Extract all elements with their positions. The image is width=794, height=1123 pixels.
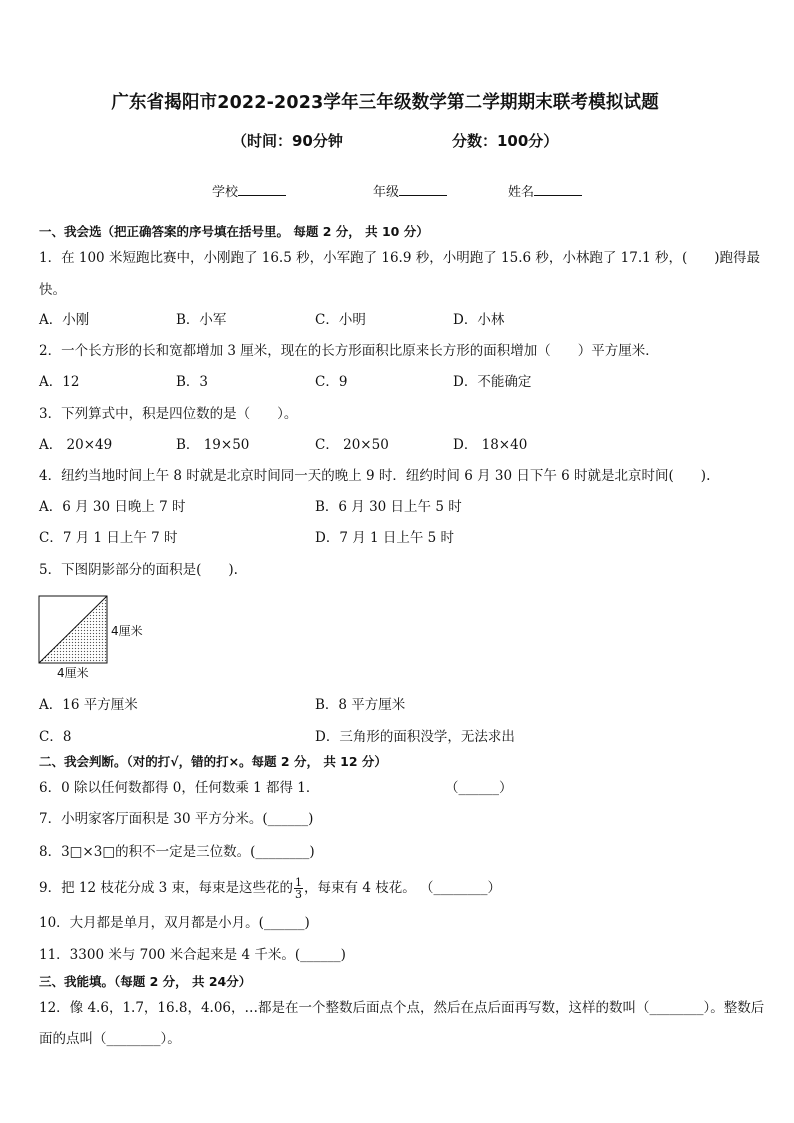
section-3-heading: 三、我能填。（每题 2 分， 共 24分）	[39, 974, 252, 989]
q4-option-b: B．6 月 30 日上午 5 时	[315, 499, 462, 515]
q12-text-line2: 面的点叫（________）。	[39, 1031, 181, 1047]
q4-option-d: D．7 月 1 日上午 5 时	[315, 530, 455, 546]
q2-text: 2．一个长方形的长和宽都增加 3 厘米，现在的长方形面积比原来长方形的面积增加（ ）平方厘米．	[39, 343, 659, 359]
q1-option-a: A．小刚	[39, 312, 90, 328]
q9-text-before: 9．把 12 枝花分成 3 束，每束是这些花的	[39, 880, 294, 896]
q9-text-after: ，每束有 4 枝花。 （________）	[304, 880, 501, 896]
name-field	[508, 181, 582, 200]
q2-option-b: B．3	[176, 374, 209, 390]
q6-text: 6．0 除以任何数都得 0，任何数乘 1 都得 1．	[39, 780, 320, 796]
q9-text	[39, 877, 501, 900]
q3-option-c: C． 20×50	[315, 437, 389, 453]
q3-text: 3．下列算式中，积是四位数的是（ ）。	[39, 406, 298, 422]
q5-figure	[38, 593, 158, 687]
q1-option-c: C．小明	[315, 312, 366, 328]
exam-title: 广东省揭阳市2022-2023学年三年级数学第二学期期末联考模拟试题	[111, 92, 659, 113]
q9-fraction-numerator: 1	[295, 876, 303, 889]
q9-fraction	[294, 877, 303, 900]
exam-time: （时间：90分钟	[232, 132, 343, 150]
q5-side-label: 4厘米	[111, 624, 143, 638]
section-2-heading: 二、我会判断。（对的打√，错的打×。每题 2 分， 共 12 分）	[39, 754, 387, 769]
grade-label: 年级	[373, 185, 400, 200]
school-label: 学校	[212, 185, 239, 200]
q1-text-line1: 1．在 100 米短跑比赛中，小刚跑了 16.5 秒，小军跑了 16.9 秒，小明跑了 15.6 秒，小林跑了 17.1 秒，( )跑得最	[39, 250, 761, 266]
q4-option-a: A．6 月 30 日晚上 7 时	[39, 499, 186, 515]
exam-score: 分数：100分）	[452, 132, 559, 150]
q12-text-line1: 12．像 4.6，1.7，16.8，4.06，…都是在一个整数后面点个点，然后在点后面再写数，这样的数叫（________）。整数后	[39, 1000, 765, 1016]
q5-option-b: B．8 平方厘米	[315, 697, 406, 713]
section-1-heading: 一、我会选（把正确答案的序号填在括号里。 每题 2 分， 共 10 分）	[39, 224, 429, 239]
q3-option-b: B． 19×50	[176, 437, 250, 453]
q1-text-line2: 快。	[39, 282, 66, 298]
q5-option-d: D．三角形的面积没学，无法求出	[315, 729, 515, 745]
q3-option-d: D． 18×40	[453, 437, 528, 453]
q5-bottom-label: 4厘米	[57, 666, 89, 680]
q2-option-c: C．9	[315, 374, 348, 390]
q10-text: 10．大月都是单月，双月都是小月。(______)	[39, 915, 310, 931]
q1-option-b: B．小军	[176, 312, 227, 328]
q1-option-d: D．小林	[453, 312, 505, 328]
school-field	[212, 181, 286, 200]
q2-option-d: D．不能确定	[453, 374, 532, 390]
name-label: 姓名	[508, 185, 535, 200]
q2-option-a: A．12	[39, 374, 80, 390]
q9-fraction-denominator: 3	[295, 888, 303, 901]
q5-option-a: A．16 平方厘米	[39, 697, 138, 713]
q7-text: 7．小明家客厅面积是 30 平方分米。(______)	[39, 811, 314, 827]
grade-blank	[399, 183, 447, 196]
name-blank	[534, 183, 582, 196]
q4-option-c: C．7 月 1 日上午 7 时	[39, 530, 178, 546]
q8-text: 8．3□×3□的积不一定是三位数。(________)	[39, 844, 315, 860]
q11-text: 11．3300 米与 700 米合起来是 4 千米。(______)	[39, 947, 346, 963]
q6-answer-paren: （______）	[445, 780, 513, 796]
q5-option-c: C．8	[39, 729, 72, 745]
school-blank	[238, 183, 286, 196]
q4-text: 4．纽约当地时间上午 8 时就是北京时间同一天的晚上 9 时．纽约时间 6 月 30 日下午 6 时就是北京时间( ).	[39, 468, 711, 484]
q5-text: 5．下图阴影部分的面积是( ).	[39, 562, 238, 578]
q3-option-a: A． 20×49	[39, 437, 113, 453]
grade-field	[373, 181, 447, 200]
